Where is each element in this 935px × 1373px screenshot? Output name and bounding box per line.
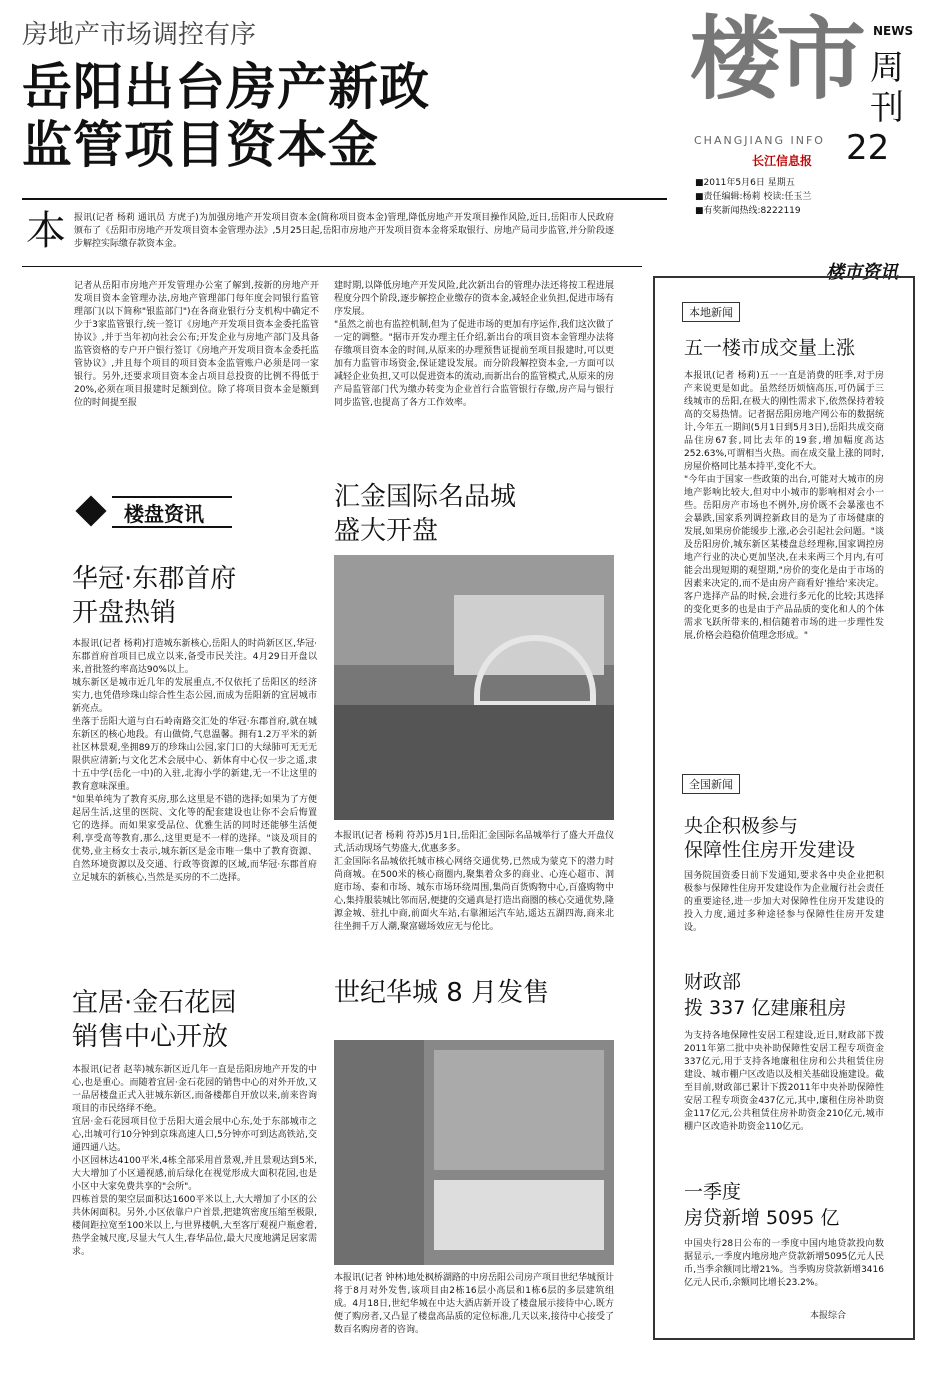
header-kicker: 房地产市场调控有序 [22, 20, 257, 50]
masthead-info [695, 176, 811, 218]
story-4-photo [334, 1040, 614, 1265]
local-news-tag: 本地新闻 [682, 302, 740, 322]
masthead-title: 楼市 [690, 7, 862, 112]
section-label-banner [76, 494, 236, 528]
story-3-title-line-1: 宜居·金石花园 [72, 988, 237, 1018]
story-2-body: 本报讯(记者 杨莉 符苏)5月1日,岳阳汇金国际名品城举行了盛大开盘仪式,活动现场气势盛大,优惠多多。 汇金国际名品城依托城市核心网络交通优势,已然成为蒙克下的潜力时尚商城。在500米的核心商圈内,聚集着众多的商业、心连心超市、洞庭市场、泰和市场、城东市场环绕周围,集尚百货购物中心,百盛购物中心,集持服装城比邻而居,便捷的交通真是打造出商圈的核心交通优势,隆源金城、驻扎中商,前面火车站,右靠湘运汽车站,遥达五湖四海,商来北往坐拥千万人潮,聚富磁场效应无与伦比。 [334, 831, 614, 932]
header-divider [22, 198, 667, 200]
masthead-paper-name: 长江信息报 [752, 154, 813, 168]
local-news-title: 五一楼市成交量上涨 [684, 337, 856, 359]
story-3-title-line-2: 销售中心开放 [72, 1022, 229, 1052]
story-4-title: 世纪华城 8 月发售 [334, 978, 550, 1008]
masthead-issue-number: 22 [846, 128, 890, 168]
national-1-title-line-1: 央企积极参与 [684, 815, 799, 837]
national-3-title-line-1: 一季度 [684, 1181, 742, 1203]
national-1-body: 国务院国资委日前下发通知,要求各中央企业把积极参与保障性住房开发建设作为企业履行社会责任的重要途径,进一步加大对保障性住房开发建设的投入力度,通过多种途径参与保障性住房开发建设。 [684, 871, 884, 933]
national-2-body: 为支持各地保障性安居工程建设,近日,财政部下拨2011年第二批中央补助保障性安居工程专项资金337亿元,用于支持各地廉租住房和公共租赁住房建设、城市棚户区改造以及相关基础设施建设。截至目前,财政部已累计下拨2011年中央补助保障性安居工程专项资金437亿元,其中,廉租住房补助资金117亿元,公共租赁住房补助资金210亿元,城市棚户区改造补助资金110亿元。 [684, 1031, 884, 1132]
national-2-title-line-2: 拨 337 亿建廉租房 [684, 997, 847, 1019]
story-2-title-line-2: 盛大开盘 [334, 516, 439, 546]
main-article-col-2: 建时期,以降低房地产开发风险,此次新出台的管理办法还将按工程进展程度分四个阶段,逐步解控企业缴存的资本金,减轻企业负担,促进市场有序发展。 "虽然之前也有监控机制,但为了促进市场的更加有序运作,我们这次做了一定的调整。"据市开发办理主任介绍,新出台的项目资本金管理办法将存缴项目资本金的时间,从原来的办理预售证提前至项目报建时,可以更加有力监管市场资金,保证建设发展。而分阶段解控资本金,一方面可以减轻企业负担,又可以促进资本的流动,而新出台的监管模式,从原来的房产局监管部门代为缴办转变为企业首行合监管银行存缴,房产局与银行同步监管,也提高了各方工作效率。 [334, 281, 614, 408]
masthead [690, 7, 915, 170]
masthead-weekly-1: 周 [870, 48, 904, 88]
story-1-title-line-2: 开盘热销 [72, 598, 177, 628]
story-1-title-line-1: 华冠·东郡首府 [72, 564, 237, 594]
lead-dropcap: 本 [26, 208, 66, 254]
story-1-body: 本报讯(记者 杨莉)打造城东新核心,岳阳人的时尚新区区,华冠·东郡首府首项目已成立以来,备受市民关注。4月29日开盘以来,首批签约率高达90%以上。 城东新区是城市近几年的发展重点,不仅依托了岳阳区的经济实力,也凭借珍珠山综合性生态公园,而成为岳阳新的宜居城市新亮点。 坐落于岳阳大道与白石岭南路交汇处的华冠·东郡首府,就在城东新区的核心地段。有山做倚,气息温馨。拥有1.2万平米的新社区林景观,坐拥89万的珍珠山公园,家门口的大绿肺可无无无限供应清新;与文化艺术会展中心、新体育中心仅一步之遥,隶十五中学(岳化一中)的入驻,北海小学的新建,无一不让这里的教育意味深重。 "如果单纯为了教育买房,那么这里是不错的选择;如果为了方便起居生活,这里的医院、文化等的配套建设也让你不会后悔置它的选择。而如果家受品位、优雅生活的同时还能够生活便利,享受高等教育,那么,这里更是不一样的选择。"谈及项目的优势,业主杨女士表示,城东新区是金市唯一集中了教育资源、自然环境资源以及交通、行政等资源的区域,而华冠·东郡首府立足城东的新核心,当然是买房的不二选择。 [72, 639, 317, 883]
masthead-english: CHANGJIANG INFO [694, 134, 825, 147]
story-2-title-line-1: 汇金国际名品城 [334, 482, 517, 512]
national-1-title-line-2: 保障性住房开发建设 [684, 839, 856, 861]
headline-line-2: 监管项目资本金 [22, 116, 379, 174]
diamond-icon [75, 495, 106, 526]
info-hotline: ■有奖新闻热线:8222119 [695, 206, 801, 216]
info-editor: ■责任编辑:杨莉 校读:任玉兰 [695, 192, 812, 202]
main-article-col-1: 记者从岳阳市房地产开发管理办公室了解到,按新的房地产开发项目资本金管理办法,房地产管理部门每年度会同银行监管理部门(以下简称"银监部门")在各商业银行分支机构中确定不少于3家监管银行,统一签订《房地产开发项目资本金委托监管协议》,并于当年初向社会公布;开发企业与房地产部门及具备监管资格的专户开户银行签订《房地产开发项目资本金委托监管协议》,并且每个项目的项目资本金监管账户必须是同一家银行。另外,还要求项目资本金占项目总投资的比例不得低于20%,必须在项目报建时足额到位。除了将项目资本金是额到位的时间提至报 [74, 281, 319, 408]
local-news-body: 本报讯(记者 杨莉)五一一直是消费的旺季,对于房产来说更是如此。虽然经历烦恼高压,可仍属于三线城市的岳阳,在极大的刚性需求下,依然保持着较高的交易热情。记者据岳阳房地产网公布的数据统计,今年五一期间(5月1日到5月3日),岳阳共成交商品住房67套,同比去年的19套,增加幅度高达252.63%,可谓相当火热。而在成交量上涨的同时,房屋价格同比基本持平,变化不大。 "今年由于国家一些政策的出台,可能对大城市的房地产影响比较大,但对中小城市的影响相对会小一些。岳阳房产市场也不例外,房价既不会暴涨也不会暴跌,国家系列调控新政目的是为了市场健康的发展,如果房价能缓步上涨,必会引起社会问题。"谈及岳阳房价,城东新区某楼盘总经理称,国家调控房地产行业的决心更加坚决,在未来两三个月内,有可能会出现短期的观望期,"房价的变化是由于市场的因素来决定的,而不是由房产商看好'推给'来决定。客户选择产品的时候,会进行多元化的比较;其选择的变化更多的也是由于产品品质的变化和人的个体需求飞跃所带来的,相信随着市场的进一步理性发展,价格会趋稳价值理念形成。" [684, 371, 884, 641]
lead-paragraph: 报讯(记者 杨莉 通讯员 方虎子)为加强房地产开发项目资本金(简称项目资本金)管理,降低房地产开发项目操作风险,近日,岳阳市人民政府颁布了《岳阳市房地产开发项目资本金管理办法》,5月25日起,岳阳市房地产开发项目资本金将采取银行、房地产局司步监管,并分阶段逐步解控实际缴存款资本金。 [74, 213, 614, 249]
story-3-body: 本报讯(记者 赵莘)城东新区近几年一直是岳阳房地产开发的中心,也是重心。而随着宜居·金石花园的销售中心的对外开放,又一品居楼盘正式入驻城东新区,而备楼都自开放以来,前来咨询项目的市民络绎不绝。 宜居·金石花园项目位于岳阳大道会展中心东,处于东部城市之心,出城可行10分钟到京珠高速人口,5分钟亦可到达高铁站,交通四通八达。 小区园林达4100平米,4栋全部采用首景观,并且景观达到5米,大大增加了小区通视感,前后绿化在视觉形成大面积花园,也是小区中大家免费共享的"会所"。 四栋首景的架空层面积达1600平米以上,大大增加了小区的公共休闲面积。另外,小区依靠户户首景,把建筑密度压缩至极限,楼间距拉宽至100米以上,与世界楼帆,大至客厅观视户瓶愈着,热学金城尺度,尽显大气人生,春华品位,最大尺度地满足居家需求。 [72, 1065, 317, 1257]
national-2-title-line-1: 财政部 [684, 971, 742, 993]
section-label: 楼盘资讯 [124, 502, 204, 526]
sidebar-footer: 本报综合 [810, 1311, 847, 1321]
national-3-body: 中国央行28日公布的一季度中国内地贷款投向数据显示,一季度内地房地产贷款新增5095亿元人民币,当季余额同比增21%。当季购房贷款新增3416亿元人民币,余额同比增长23.2%。 [684, 1239, 884, 1288]
national-news-tag: 全国新闻 [682, 774, 740, 794]
lead-divider [22, 266, 642, 267]
info-date: ■2011年5月6日 星期五 [695, 178, 795, 188]
story-4-body: 本报讯(记者 钟林)地处枫桥湖路的中房岳阳公司房产项目世纪华城预计将于8月对外发售,该项目由2栋16层小高层和1栋6层的多层建筑组成。4月18日,世纪华城在中达大酒店新开设了楼盘展示接待中心,既方便了购房者,又凸显了楼盘高品质的定位标准,几天以来,接待中心接受了数百名购房者的咨询。 [334, 1273, 614, 1335]
masthead-weekly-2: 刊 [870, 88, 904, 128]
headline-line-1: 岳阳出台房产新政 [22, 58, 430, 116]
masthead-news: NEWS [873, 24, 914, 38]
national-3-title-line-2: 房贷新增 5095 亿 [684, 1207, 840, 1229]
story-2-photo [334, 555, 614, 820]
sidebar-label: 楼市资讯 [826, 262, 898, 283]
